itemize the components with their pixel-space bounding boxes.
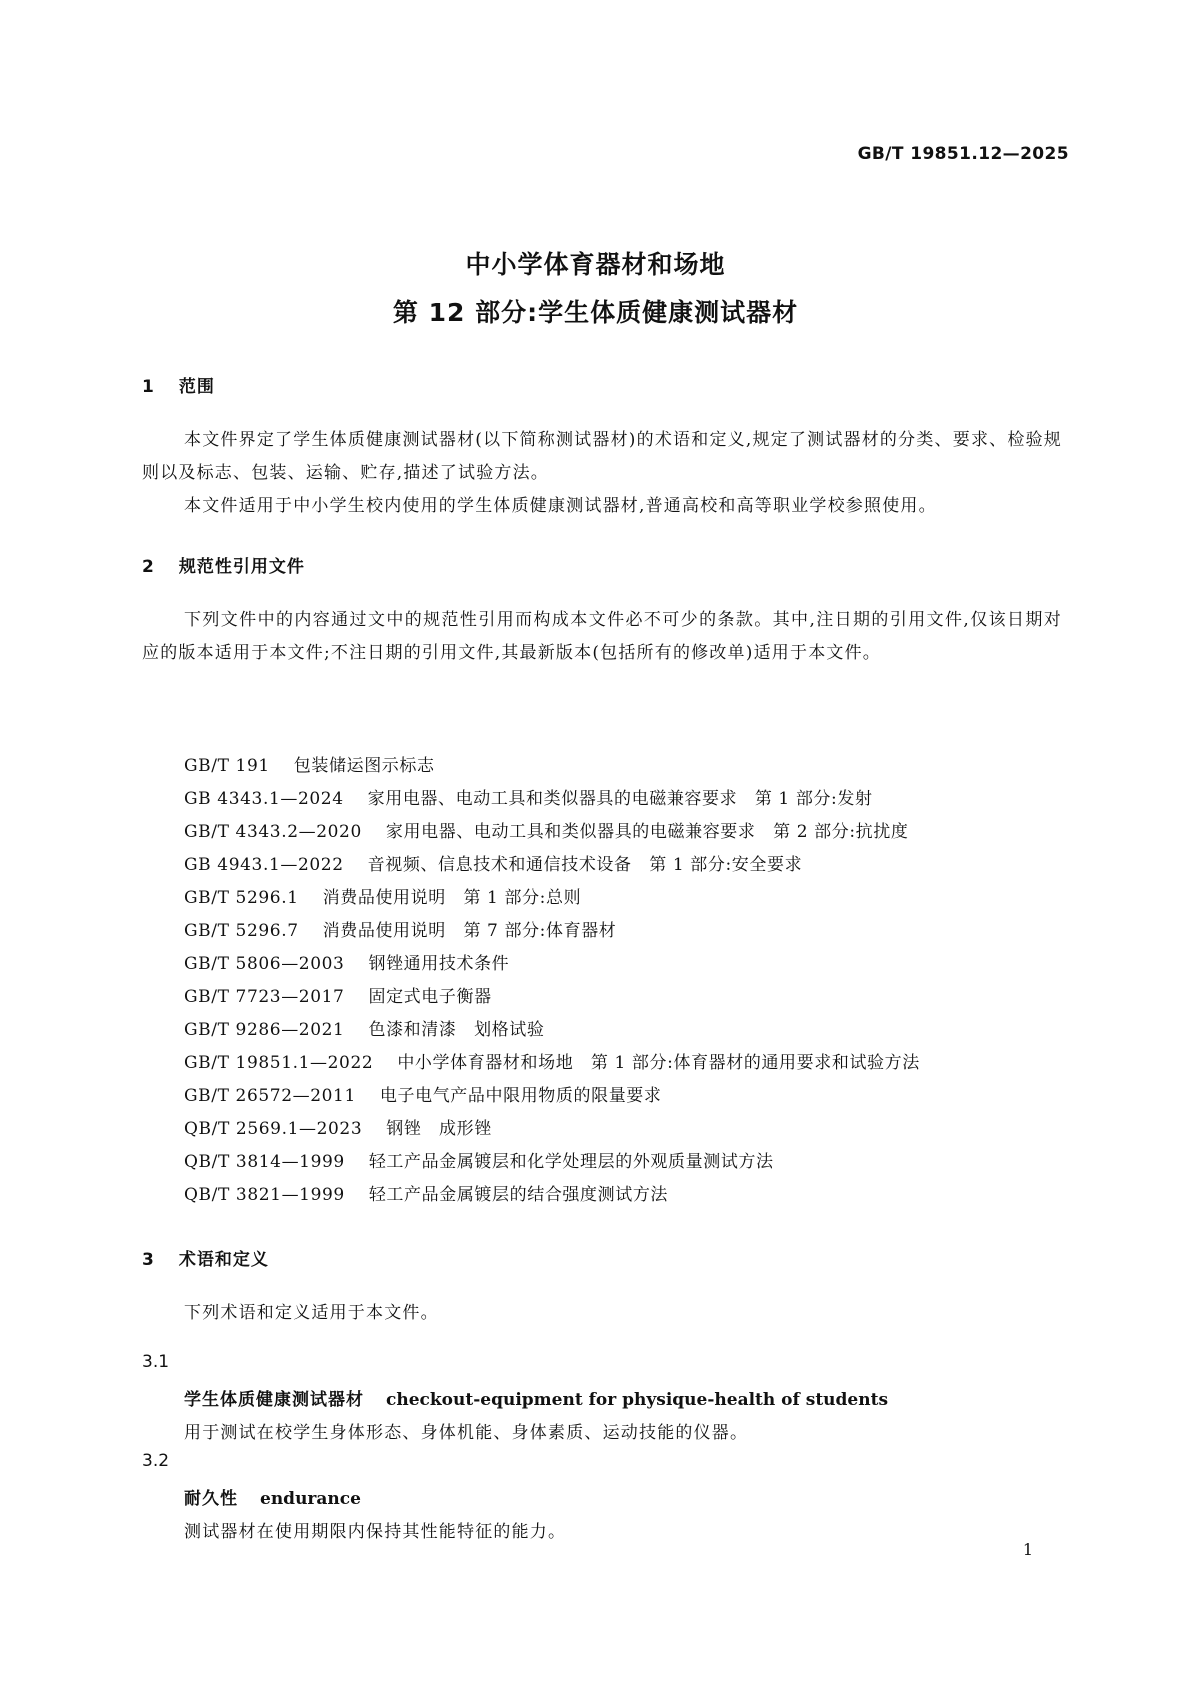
section-2-number: 2: [142, 557, 155, 577]
reference-item: [184, 882, 920, 915]
reference-code: GB/T 9286—2021: [184, 1020, 345, 1040]
reference-title: 消费品使用说明 第 7 部分:体育器材: [322, 921, 617, 941]
reference-code: QB/T 3814—1999: [184, 1152, 345, 1172]
term-3-1: [184, 1385, 888, 1410]
reference-item: [184, 948, 920, 981]
reference-title: 包装储运图示标志: [293, 756, 435, 776]
standard-code: GB/T 19851.12—2025: [857, 144, 1069, 164]
term-3-2-english: endurance: [260, 1489, 361, 1509]
section-2-heading: [142, 552, 305, 577]
term-3-2-definition: 测试器材在使用期限内保持其性能特征的能力。: [184, 1522, 567, 1542]
section-3-number: 3: [142, 1250, 155, 1270]
reference-title: 色漆和清漆 划格试验: [368, 1020, 545, 1040]
reference-code: GB/T 26572—2011: [184, 1086, 356, 1106]
reference-item: [184, 783, 920, 816]
reference-item: [184, 915, 920, 948]
reference-code: GB/T 5296.1: [184, 888, 299, 908]
reference-code: GB/T 19851.1—2022: [184, 1053, 374, 1073]
reference-item: [184, 1179, 920, 1212]
term-3-1-english: checkout-equipment for physique-health of students: [386, 1390, 889, 1410]
term-3-1-definition: 用于测试在校学生身体形态、身体机能、身体素质、运动技能的仪器。: [184, 1423, 749, 1443]
normative-references-list: [184, 750, 920, 1212]
reference-title: 电子电气产品中限用物质的限量要求: [379, 1086, 662, 1106]
reference-title: 轻工产品金属镀层和化学处理层的外观质量测试方法: [368, 1152, 774, 1172]
reference-title: 轻工产品金属镀层的结合强度测试方法: [368, 1185, 669, 1205]
reference-code: QB/T 3821—1999: [184, 1185, 345, 1205]
term-3-2: [184, 1484, 361, 1509]
term-3-2-number: 3.2: [142, 1451, 170, 1471]
section-3-heading: [142, 1245, 269, 1270]
term-3-2-chinese: 耐久性: [184, 1489, 238, 1509]
section-1-heading: [142, 372, 215, 397]
reference-item: [184, 750, 920, 783]
term-3-1-chinese: 学生体质健康测试器材: [184, 1390, 364, 1410]
reference-item: [184, 816, 920, 849]
term-3-1-number: 3.1: [142, 1352, 170, 1372]
page-number: 1: [1022, 1540, 1033, 1559]
reference-item: [184, 1146, 920, 1179]
reference-item: [184, 1014, 920, 1047]
section-1-paragraph-1: 本文件界定了学生体质健康测试器材(以下简称测试器材)的术语和定义,规定了测试器材的分类、要求、检验规则以及标志、包装、运输、贮存,描述了试验方法。: [142, 430, 1062, 483]
reference-title: 消费品使用说明 第 1 部分:总则: [322, 888, 582, 908]
section-1-title: 范围: [178, 377, 215, 397]
reference-title: 钢锉 成形锉: [386, 1119, 492, 1139]
section-2-title: 规范性引用文件: [178, 557, 305, 577]
reference-item: [184, 981, 920, 1014]
section-3-title: 术语和定义: [178, 1250, 269, 1270]
reference-title: 固定式电子衡器: [368, 987, 492, 1007]
reference-title: 中小学体育器材和场地 第 1 部分:体育器材的通用要求和试验方法: [397, 1053, 920, 1073]
document-title-line1: 中小学体育器材和场地: [465, 250, 726, 279]
reference-code: GB/T 7723—2017: [184, 987, 345, 1007]
reference-code: GB 4343.1—2024: [184, 789, 344, 809]
section-1-number: 1: [142, 377, 155, 397]
reference-code: GB/T 191: [184, 756, 270, 776]
reference-code: GB/T 5296.7: [184, 921, 299, 941]
reference-title: 音视频、信息技术和通信技术设备 第 1 部分:安全要求: [367, 855, 803, 875]
reference-code: QB/T 2569.1—2023: [184, 1119, 363, 1139]
reference-item: [184, 1080, 920, 1113]
reference-code: GB 4943.1—2022: [184, 855, 344, 875]
document-title-line2: 第 12 部分:学生体质健康测试器材: [392, 298, 799, 327]
reference-title: 钢锉通用技术条件: [368, 954, 510, 974]
reference-item: [184, 1113, 920, 1146]
reference-title: 家用电器、电动工具和类似器具的电磁兼容要求 第 2 部分:抗扰度: [385, 822, 909, 842]
reference-title: 家用电器、电动工具和类似器具的电磁兼容要求 第 1 部分:发射: [367, 789, 873, 809]
section-3-intro: 下列术语和定义适用于本文件。: [184, 1303, 439, 1323]
reference-item: [184, 1047, 920, 1080]
section-1-paragraph-2: 本文件适用于中小学生校内使用的学生体质健康测试器材,普通高校和高等职业学校参照使用。: [184, 496, 937, 516]
section-2-intro: 下列文件中的内容通过文中的规范性引用而构成本文件必不可少的条款。其中,注日期的引用文件,仅该日期对应的版本适用于本文件;不注日期的引用文件,其最新版本(包括所有的修改单)适用于本文件。: [142, 610, 1062, 663]
reference-code: GB/T 5806—2003: [184, 954, 345, 974]
reference-item: [184, 849, 920, 882]
reference-code: GB/T 4343.2—2020: [184, 822, 362, 842]
